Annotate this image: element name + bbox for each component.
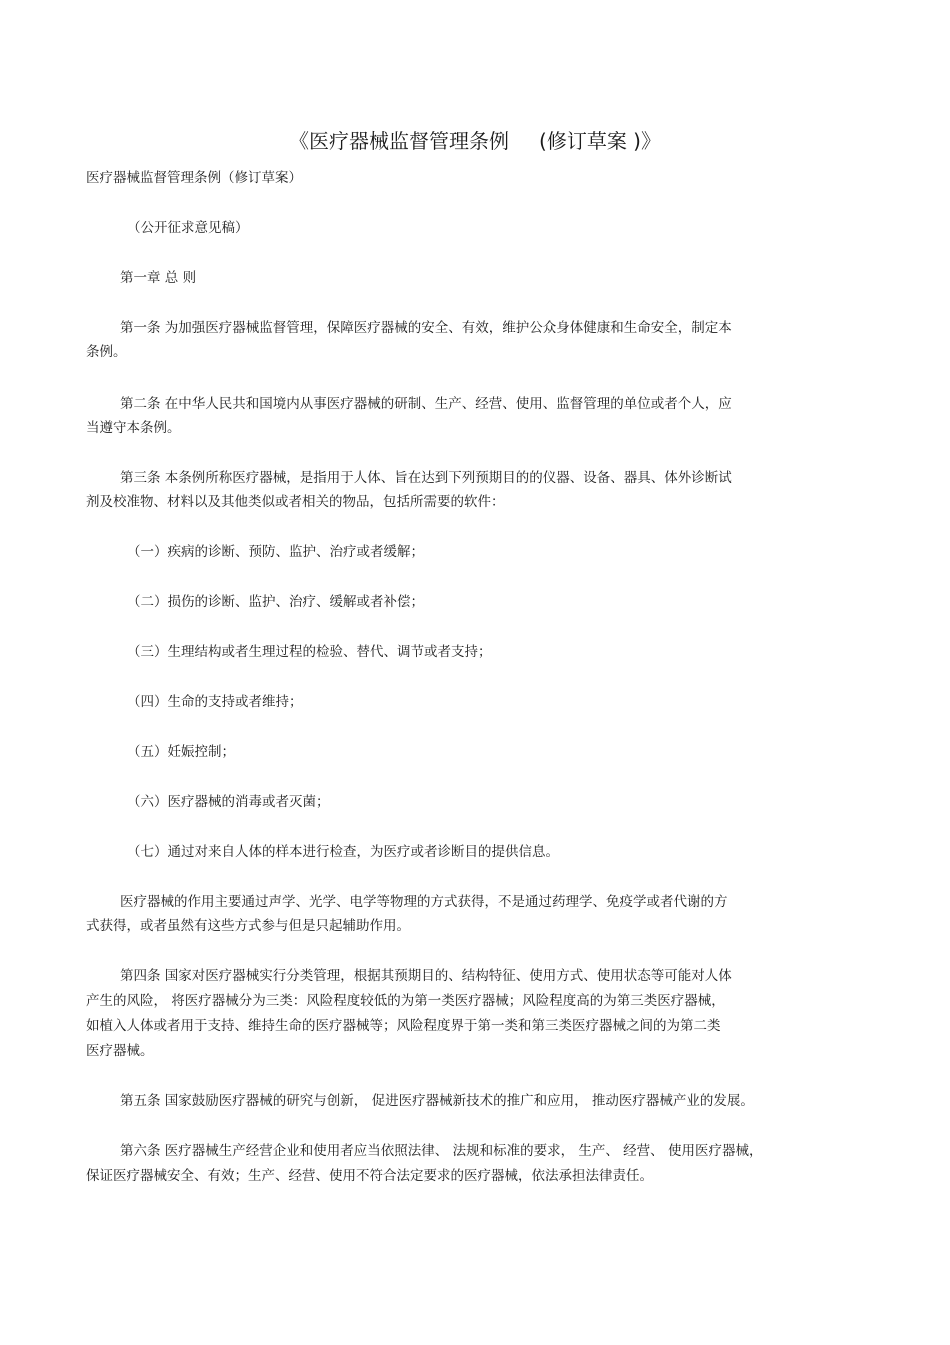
list-item: （三）生理结构或者生理过程的检验、替代、调节或者支持；: [127, 644, 492, 660]
paragraph-line-1: 医疗器械的作用主要通过声学、光学、电学等物理的方式获得，不是通过药理学、免疫学或者代谢的方: [120, 894, 728, 910]
list-item: （一）疾病的诊断、预防、监护、治疗或者缓解；: [127, 544, 424, 560]
article-4-line-2: 产生的风险， 将医疗器械分为三类：风险程度较低的为第一类医疗器械；风险程度高的为第三类医疗器械，: [86, 993, 725, 1009]
paragraph-line-2: 式获得，或者虽然有这些方式参与但是只起辅助作用。: [86, 918, 410, 934]
chapter-heading: 第一章 总 则: [120, 270, 197, 286]
list-item: （七）通过对来自人体的样本进行检查，为医疗或者诊断目的提供信息。: [127, 844, 559, 860]
list-item: （四）生命的支持或者维持；: [127, 694, 303, 710]
article-4-line-4: 医疗器械。: [86, 1043, 154, 1059]
title-main: 《医疗器械监督管理条例: [289, 129, 510, 153]
article-6-line-1: 第六条 医疗器械生产经营企业和使用者应当依照法律、 法规和标准的要求， 生产、 经营、 使用医疗器械，: [120, 1143, 763, 1159]
list-item: （六）医疗器械的消毒或者灭菌；: [127, 794, 330, 810]
article-2-line-1: 第二条 在中华人民共和国境内从事医疗器械的研制、生产、经营、使用、监督管理的单位或者个人，应: [120, 396, 732, 412]
article-2-line-2: 当遵守本条例。: [86, 420, 181, 436]
title-suffix: (修订草案 )》: [539, 129, 661, 153]
article-1-line-2: 条例。: [86, 344, 127, 360]
article-6-line-2: 保证医疗器械安全、有效；生产、经营、使用不符合法定要求的医疗器械，依法承担法律责任。: [86, 1168, 653, 1184]
article-3-line-1: 第三条 本条例所称医疗器械，是指用于人体、旨在达到下列预期目的的仪器、设备、器具、体外诊断试: [120, 470, 732, 486]
article-4-line-1: 第四条 国家对医疗器械实行分类管理，根据其预期目的、结构特征、使用方式、使用状态等可能对人体: [120, 968, 732, 984]
article-5-line-1: 第五条 国家鼓励医疗器械的研究与创新， 促进医疗器械新技术的推广和应用， 推动医疗器械产业的发展。: [120, 1093, 754, 1109]
list-item: （二）损伤的诊断、监护、治疗、缓解或者补偿；: [127, 594, 424, 610]
document-title: [0, 127, 950, 155]
list-item: （五）妊娠控制；: [127, 744, 235, 760]
draft-note: （公开征求意见稿）: [127, 220, 249, 236]
article-3-line-2: 剂及校准物、材料以及其他类似或者相关的物品，包括所需要的软件：: [86, 494, 505, 510]
article-4-line-3: 如植入人体或者用于支持、维持生命的医疗器械等；风险程度界于第一类和第三类医疗器械之间的为第二类: [86, 1018, 721, 1034]
article-1-line-1: 第一条 为加强医疗器械监督管理，保障医疗器械的安全、有效，维护公众身体健康和生命安全，制定本: [120, 320, 732, 336]
document-subtitle: 医疗器械监督管理条例（修订草案）: [86, 170, 302, 186]
